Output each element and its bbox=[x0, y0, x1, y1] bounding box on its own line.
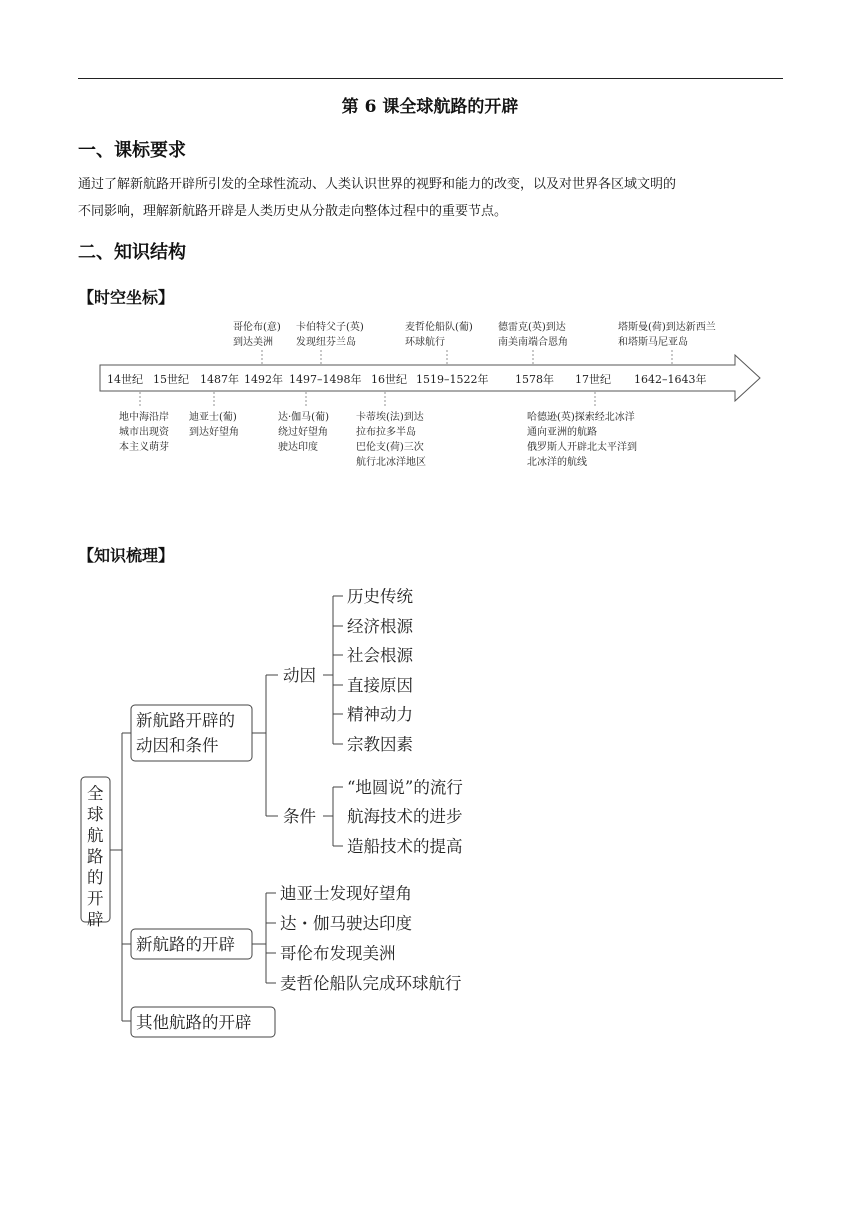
event-label: 哈德逊(英)探索经北冰洋 bbox=[527, 412, 635, 423]
event-label: 俄罗斯人开辟北太平洋到 bbox=[527, 442, 637, 453]
event-label: 北冰洋的航线 bbox=[527, 457, 587, 468]
event-label: 塔斯曼(荷)到达新西兰 bbox=[618, 322, 716, 333]
event-label: 地中海沿岸 bbox=[119, 412, 169, 423]
cause-node: 动因 bbox=[283, 666, 316, 685]
root-char: 全 bbox=[87, 784, 104, 803]
axis-label: 15世纪 bbox=[153, 373, 189, 386]
cause-item: 宗教因素 bbox=[347, 735, 413, 754]
branch-motives-label: 动因和条件 bbox=[136, 736, 219, 755]
timeline-heading: 【时空坐标】 bbox=[78, 288, 175, 307]
cause-item: 经济根源 bbox=[347, 617, 413, 636]
root-char: 航 bbox=[87, 826, 104, 845]
opening-item: 迪亚士发现好望角 bbox=[280, 884, 412, 903]
opening-item: 麦哲伦船队完成环球航行 bbox=[280, 974, 462, 993]
root-char: 辟 bbox=[87, 910, 104, 929]
condition-node: 条件 bbox=[283, 807, 316, 826]
event-label: 发现纽芬兰岛 bbox=[296, 337, 356, 348]
axis-label: 17世纪 bbox=[575, 373, 611, 386]
condition-item: “地圆说”的流行 bbox=[347, 778, 463, 797]
cause-item: 精神动力 bbox=[347, 705, 413, 724]
page-title: 第 6 课全球航路的开辟 bbox=[341, 97, 519, 117]
section-heading-standards: 一、课标要求 bbox=[78, 140, 186, 161]
cause-item: 历史传统 bbox=[347, 587, 413, 606]
axis-label: 1519–1522年 bbox=[416, 373, 489, 386]
event-label: 卡蒂埃(法)到达 bbox=[356, 412, 424, 423]
mindmap-heading: 【知识梳理】 bbox=[78, 546, 175, 565]
branch-opening-label: 新航路的开辟 bbox=[136, 935, 235, 954]
section-heading-structure: 二、知识结构 bbox=[78, 242, 186, 263]
event-label: 德雷克(英)到达 bbox=[498, 322, 566, 333]
event-label: 绕过好望角 bbox=[278, 427, 328, 438]
event-label: 麦哲伦船队(葡) bbox=[405, 322, 473, 333]
opening-item: 哥伦布发现美洲 bbox=[280, 944, 396, 963]
event-label: 卡伯特父子(英) bbox=[296, 322, 364, 333]
standards-line-2: 不同影响，理解新航路开辟是人类历史从分散走向整体过程中的重要节点。 bbox=[78, 204, 508, 219]
axis-label: 1642–1643年 bbox=[634, 373, 707, 386]
event-label: 本主义萌芽 bbox=[119, 442, 169, 453]
axis-label: 14世纪 bbox=[107, 373, 143, 386]
event-label: 迪亚士(葡) bbox=[189, 412, 237, 423]
event-label: 城市出现资 bbox=[119, 427, 169, 438]
event-label: 到达好望角 bbox=[189, 427, 239, 438]
axis-label: 1497–1498年 bbox=[289, 373, 362, 386]
event-label: 到达美洲 bbox=[233, 337, 273, 348]
event-label: 拉布拉多半岛 bbox=[356, 427, 416, 438]
opening-item: 达・伽马驶达印度 bbox=[280, 914, 412, 933]
axis-label: 1487年 bbox=[200, 373, 239, 386]
root-char: 球 bbox=[87, 805, 104, 824]
standards-line-1: 通过了解新航路开辟所引发的全球性流动、人类认识世界的视野和能力的改变，以及对世界各区域文明的 bbox=[78, 177, 677, 192]
branch-other-label: 其他航路的开辟 bbox=[136, 1013, 252, 1032]
axis-label: 1578年 bbox=[515, 373, 554, 386]
root-char: 的 bbox=[87, 868, 104, 887]
event-label: 达·伽马(葡) bbox=[278, 412, 329, 423]
event-label: 航行北冰洋地区 bbox=[356, 457, 426, 468]
event-label: 哥伦布(意) bbox=[233, 322, 281, 333]
event-label: 驶达印度 bbox=[278, 442, 318, 453]
condition-item: 航海技术的进步 bbox=[347, 807, 463, 826]
axis-label: 1492年 bbox=[244, 373, 283, 386]
event-label: 环球航行 bbox=[405, 337, 445, 348]
event-label: 通向亚洲的航路 bbox=[527, 427, 597, 438]
event-label: 南美南端合恩角 bbox=[498, 337, 568, 348]
cause-item: 社会根源 bbox=[347, 646, 413, 665]
root-char: 路 bbox=[87, 847, 104, 866]
branch-motives-label: 新航路开辟的 bbox=[136, 711, 235, 730]
cause-item: 直接原因 bbox=[347, 676, 413, 695]
event-label: 巴伦支(荷)三次 bbox=[356, 442, 424, 453]
event-label: 和塔斯马尼亚岛 bbox=[618, 337, 688, 348]
root-char: 开 bbox=[87, 889, 104, 908]
axis-label: 16世纪 bbox=[371, 373, 407, 386]
condition-item: 造船技术的提高 bbox=[347, 837, 463, 856]
